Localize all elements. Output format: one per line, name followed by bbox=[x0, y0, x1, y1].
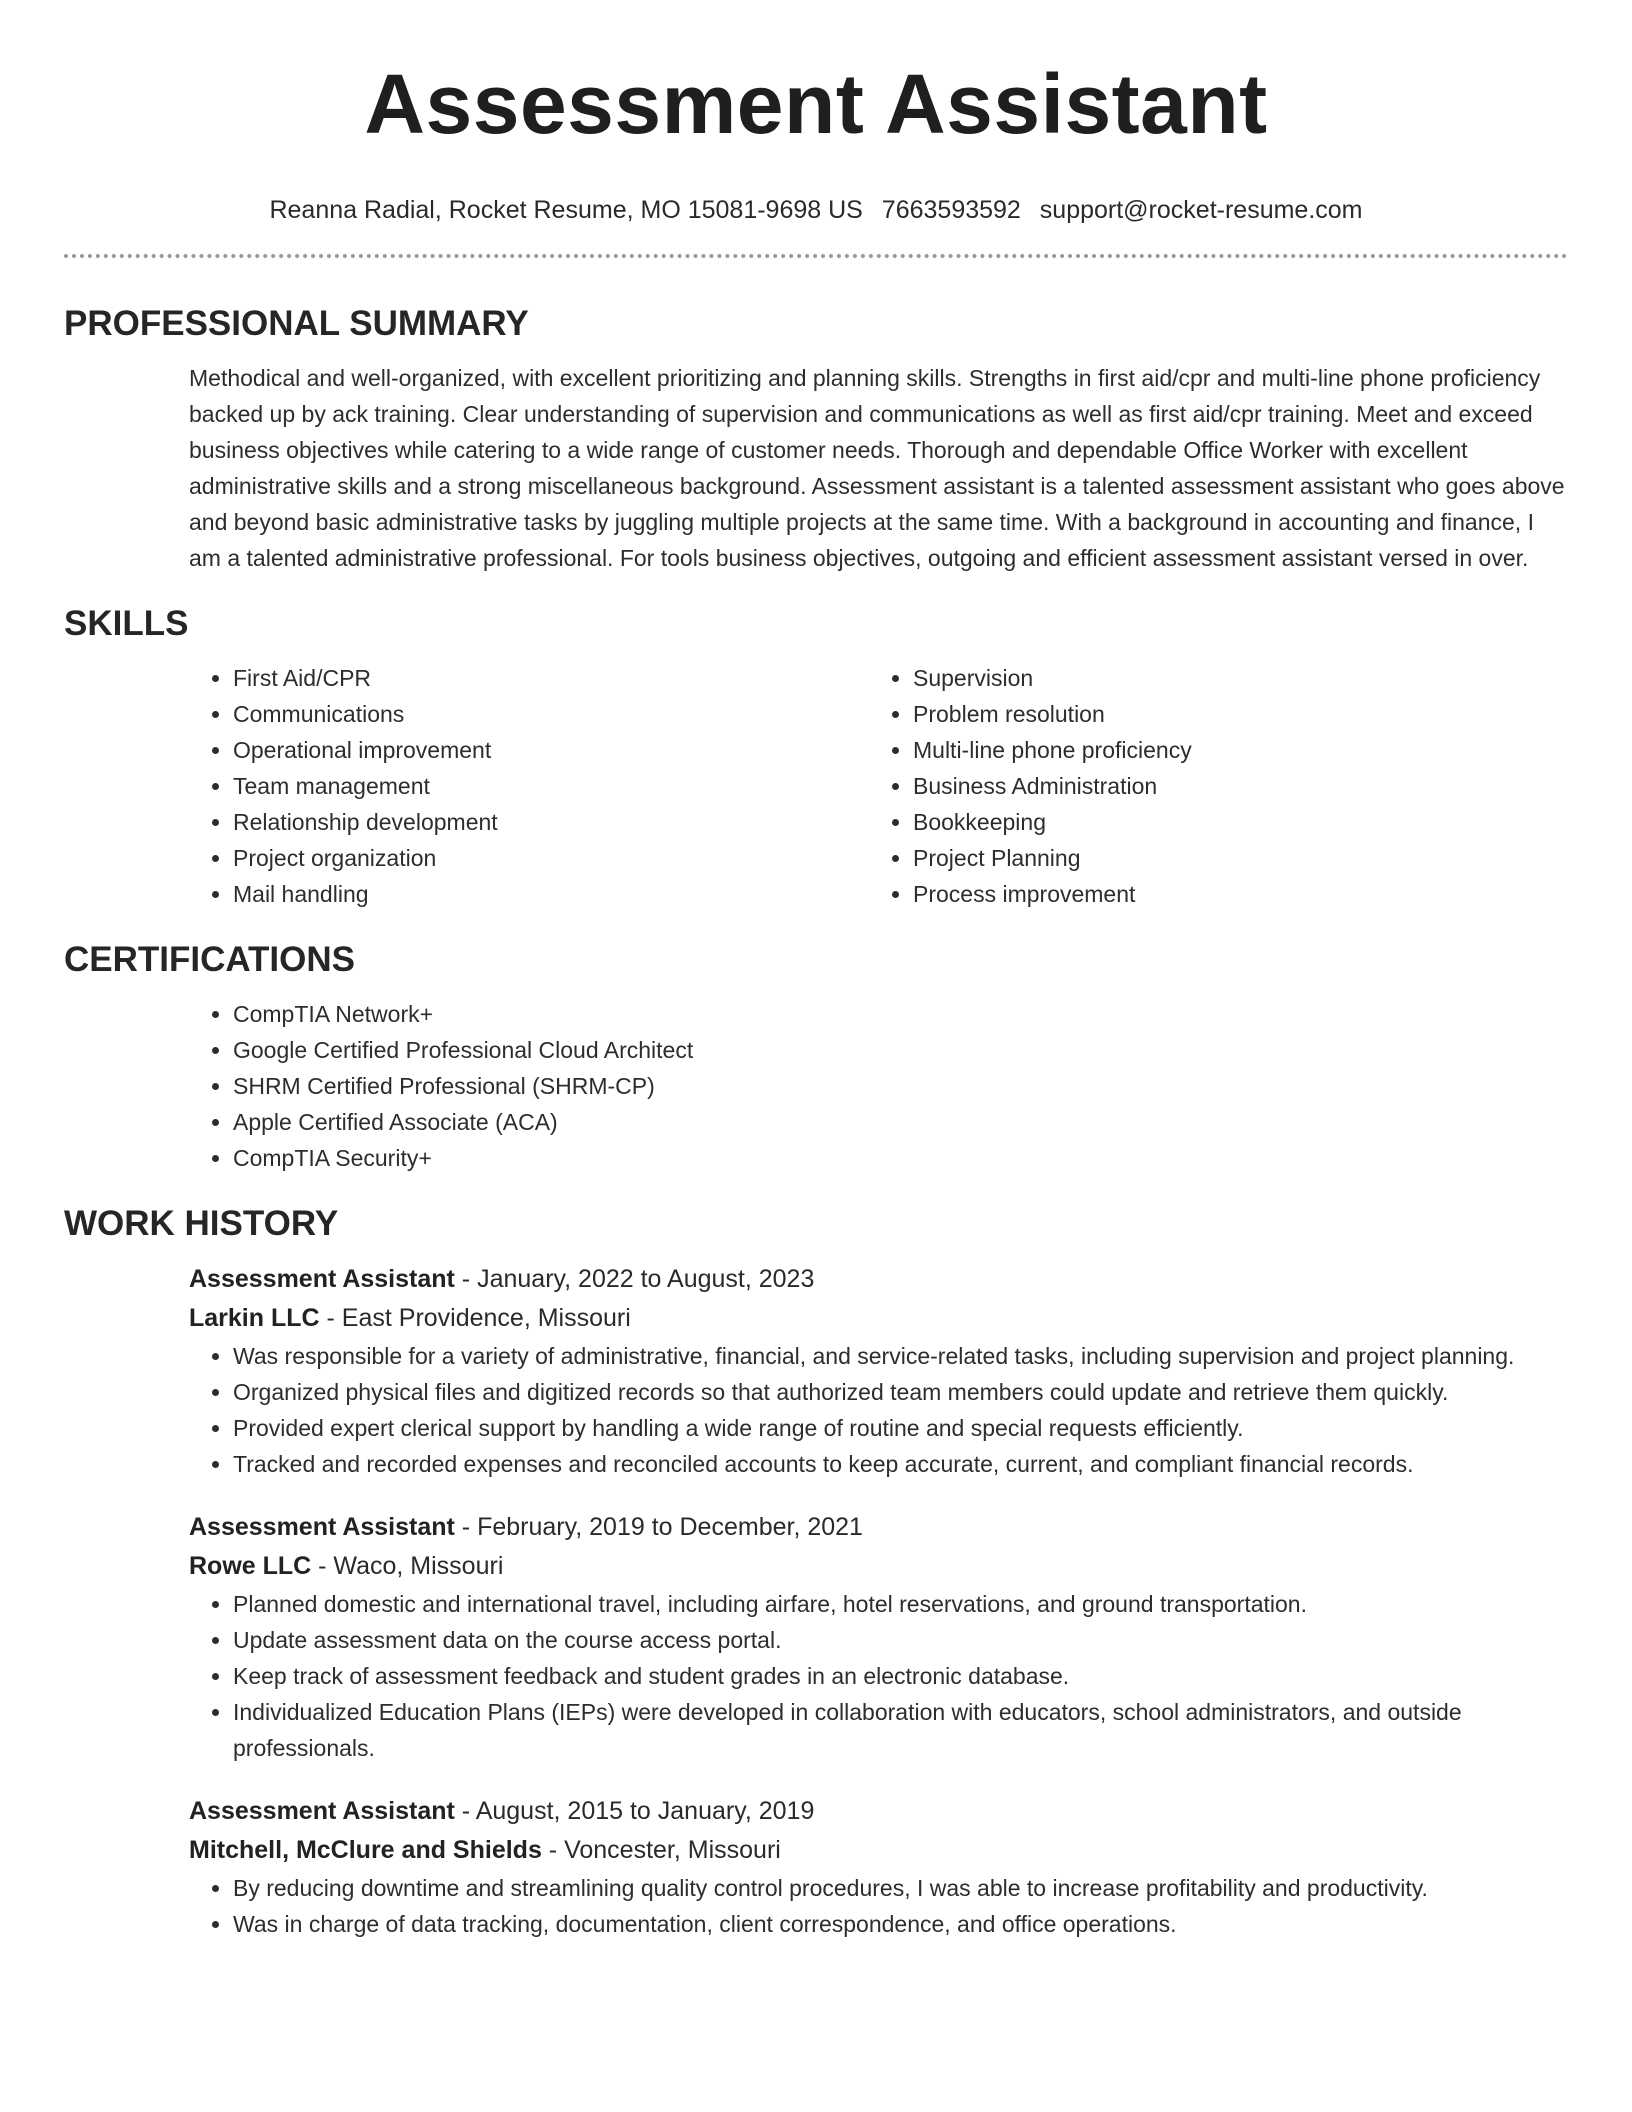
job-company-line bbox=[189, 1547, 1568, 1586]
certification-item: • Apple Certified Associate (ACA) bbox=[233, 1104, 1568, 1140]
skill-item: • Business Administration bbox=[913, 768, 1549, 804]
skills-section bbox=[64, 602, 1568, 912]
job-duties bbox=[189, 1586, 1568, 1766]
work-history-section bbox=[64, 1202, 1568, 1942]
skill-item: • Problem resolution bbox=[913, 696, 1549, 732]
skill-item: • Multi-line phone proficiency bbox=[913, 732, 1549, 768]
skills-heading: SKILLS bbox=[64, 604, 189, 643]
skills-column-right bbox=[869, 660, 1549, 912]
job-entry bbox=[64, 1792, 1568, 1942]
job-company-line bbox=[189, 1831, 1568, 1870]
resume-header bbox=[64, 0, 1568, 226]
job-duty-item: • Provided expert clerical support by handling a wide range of routine and special requests efficiently. bbox=[233, 1410, 1568, 1446]
certifications-heading: CERTIFICATIONS bbox=[64, 940, 356, 979]
certifications-list bbox=[64, 996, 1568, 1176]
skill-item: • Project organization bbox=[233, 840, 869, 876]
job-role: Assessment Assistant bbox=[189, 1797, 455, 1825]
job-location: - East Providence, Missouri bbox=[319, 1304, 631, 1332]
contact-phone: 7663593592 bbox=[881, 196, 1021, 224]
certifications-section bbox=[64, 938, 1568, 1176]
job-duty-item: • Tracked and recorded expenses and reconciled accounts to keep accurate, current, and compliant financial records. bbox=[233, 1446, 1568, 1482]
job-entry bbox=[64, 1508, 1568, 1766]
job-dates: - August, 2015 to January, 2019 bbox=[454, 1797, 815, 1825]
certification-item: • CompTIA Security+ bbox=[233, 1140, 1568, 1176]
job-company: Mitchell, McClure and Shields bbox=[189, 1836, 542, 1864]
job-title-line bbox=[189, 1260, 1568, 1299]
job-location: - Voncester, Missouri bbox=[541, 1836, 781, 1864]
skill-item: • Mail handling bbox=[233, 876, 869, 912]
job-title-line bbox=[189, 1792, 1568, 1831]
contact-address: Reanna Radial, Rocket Resume, MO 15081-9698 US bbox=[269, 196, 863, 224]
job-duty-item: • Update assessment data on the course access portal. bbox=[233, 1622, 1568, 1658]
job-duty-item: • Individualized Education Plans (IEPs) were developed in collaboration with educators, school administrators, and outside professionals. bbox=[233, 1694, 1568, 1766]
job-duties bbox=[189, 1338, 1568, 1482]
skill-item: • Team management bbox=[233, 768, 869, 804]
job-duty-item: • Was in charge of data tracking, documentation, client correspondence, and office operations. bbox=[233, 1906, 1568, 1942]
contact-email: support@rocket-resume.com bbox=[1039, 196, 1363, 224]
work-history-heading: WORK HISTORY bbox=[64, 1204, 339, 1243]
skill-item: • Project Planning bbox=[913, 840, 1549, 876]
skill-item: • Relationship development bbox=[233, 804, 869, 840]
job-duty-item: • Was responsible for a variety of administrative, financial, and service-related tasks, including supervision and project planning. bbox=[233, 1338, 1568, 1374]
certification-item: • Google Certified Professional Cloud Architect bbox=[233, 1032, 1568, 1068]
summary-section bbox=[64, 302, 1568, 576]
skill-item: • Operational improvement bbox=[233, 732, 869, 768]
job-duty-item: • Planned domestic and international travel, including airfare, hotel reservations, and ground transportation. bbox=[233, 1586, 1568, 1622]
job-dates: - January, 2022 to August, 2023 bbox=[454, 1265, 815, 1293]
summary-text: Methodical and well-organized, with excellent prioritizing and planning skills. Strengths in first aid/cpr and multi-line phone proficiency backed up by ack training. Clear understanding of supervision and communications as well as first aid/cpr training. Meet and exceed business objectives while catering to a wide range of customer needs. Thorough and dependable Office Worker with excellent administrative skills and a strong miscellaneous background. Assessment assistant is a talented assessment assistant who goes above and beyond basic administrative tasks by juggling multiple projects at the same time. With a background in accounting and finance, I am a talented administrative professional. For tools business objectives, outgoing and efficient assessment assistant versed in over. bbox=[189, 365, 1565, 571]
job-company-line bbox=[189, 1299, 1568, 1338]
summary-heading: PROFESSIONAL SUMMARY bbox=[64, 304, 529, 343]
header-divider bbox=[64, 254, 1568, 258]
job-duty-item: • Organized physical files and digitized records so that authorized team members could update and retrieve them quickly. bbox=[233, 1374, 1568, 1410]
job-role: Assessment Assistant bbox=[189, 1265, 455, 1293]
job-dates: - February, 2019 to December, 2021 bbox=[454, 1513, 863, 1541]
job-duty-item: • By reducing downtime and streamlining quality control procedures, I was able to increase profitability and productivity. bbox=[233, 1870, 1568, 1906]
skill-item: • Communications bbox=[233, 696, 869, 732]
job-title-line bbox=[189, 1508, 1568, 1547]
job-entry bbox=[64, 1260, 1568, 1482]
skills-list bbox=[64, 660, 1568, 912]
certification-item: • SHRM Certified Professional (SHRM-CP) bbox=[233, 1068, 1568, 1104]
skill-item: • First Aid/CPR bbox=[233, 660, 869, 696]
certification-item: • CompTIA Network+ bbox=[233, 996, 1568, 1032]
contact-line bbox=[64, 194, 1568, 226]
job-role: Assessment Assistant bbox=[189, 1513, 455, 1541]
skill-item: • Process improvement bbox=[913, 876, 1549, 912]
job-duty-item: • Keep track of assessment feedback and student grades in an electronic database. bbox=[233, 1658, 1568, 1694]
job-duties bbox=[189, 1870, 1568, 1942]
skills-column-left bbox=[189, 660, 869, 912]
job-company: Rowe LLC bbox=[189, 1552, 312, 1580]
job-location: - Waco, Missouri bbox=[311, 1552, 504, 1580]
resume-title: Assessment Assistant bbox=[364, 57, 1268, 151]
job-company: Larkin LLC bbox=[189, 1304, 320, 1332]
skill-item: • Bookkeeping bbox=[913, 804, 1549, 840]
skill-item: • Supervision bbox=[913, 660, 1549, 696]
